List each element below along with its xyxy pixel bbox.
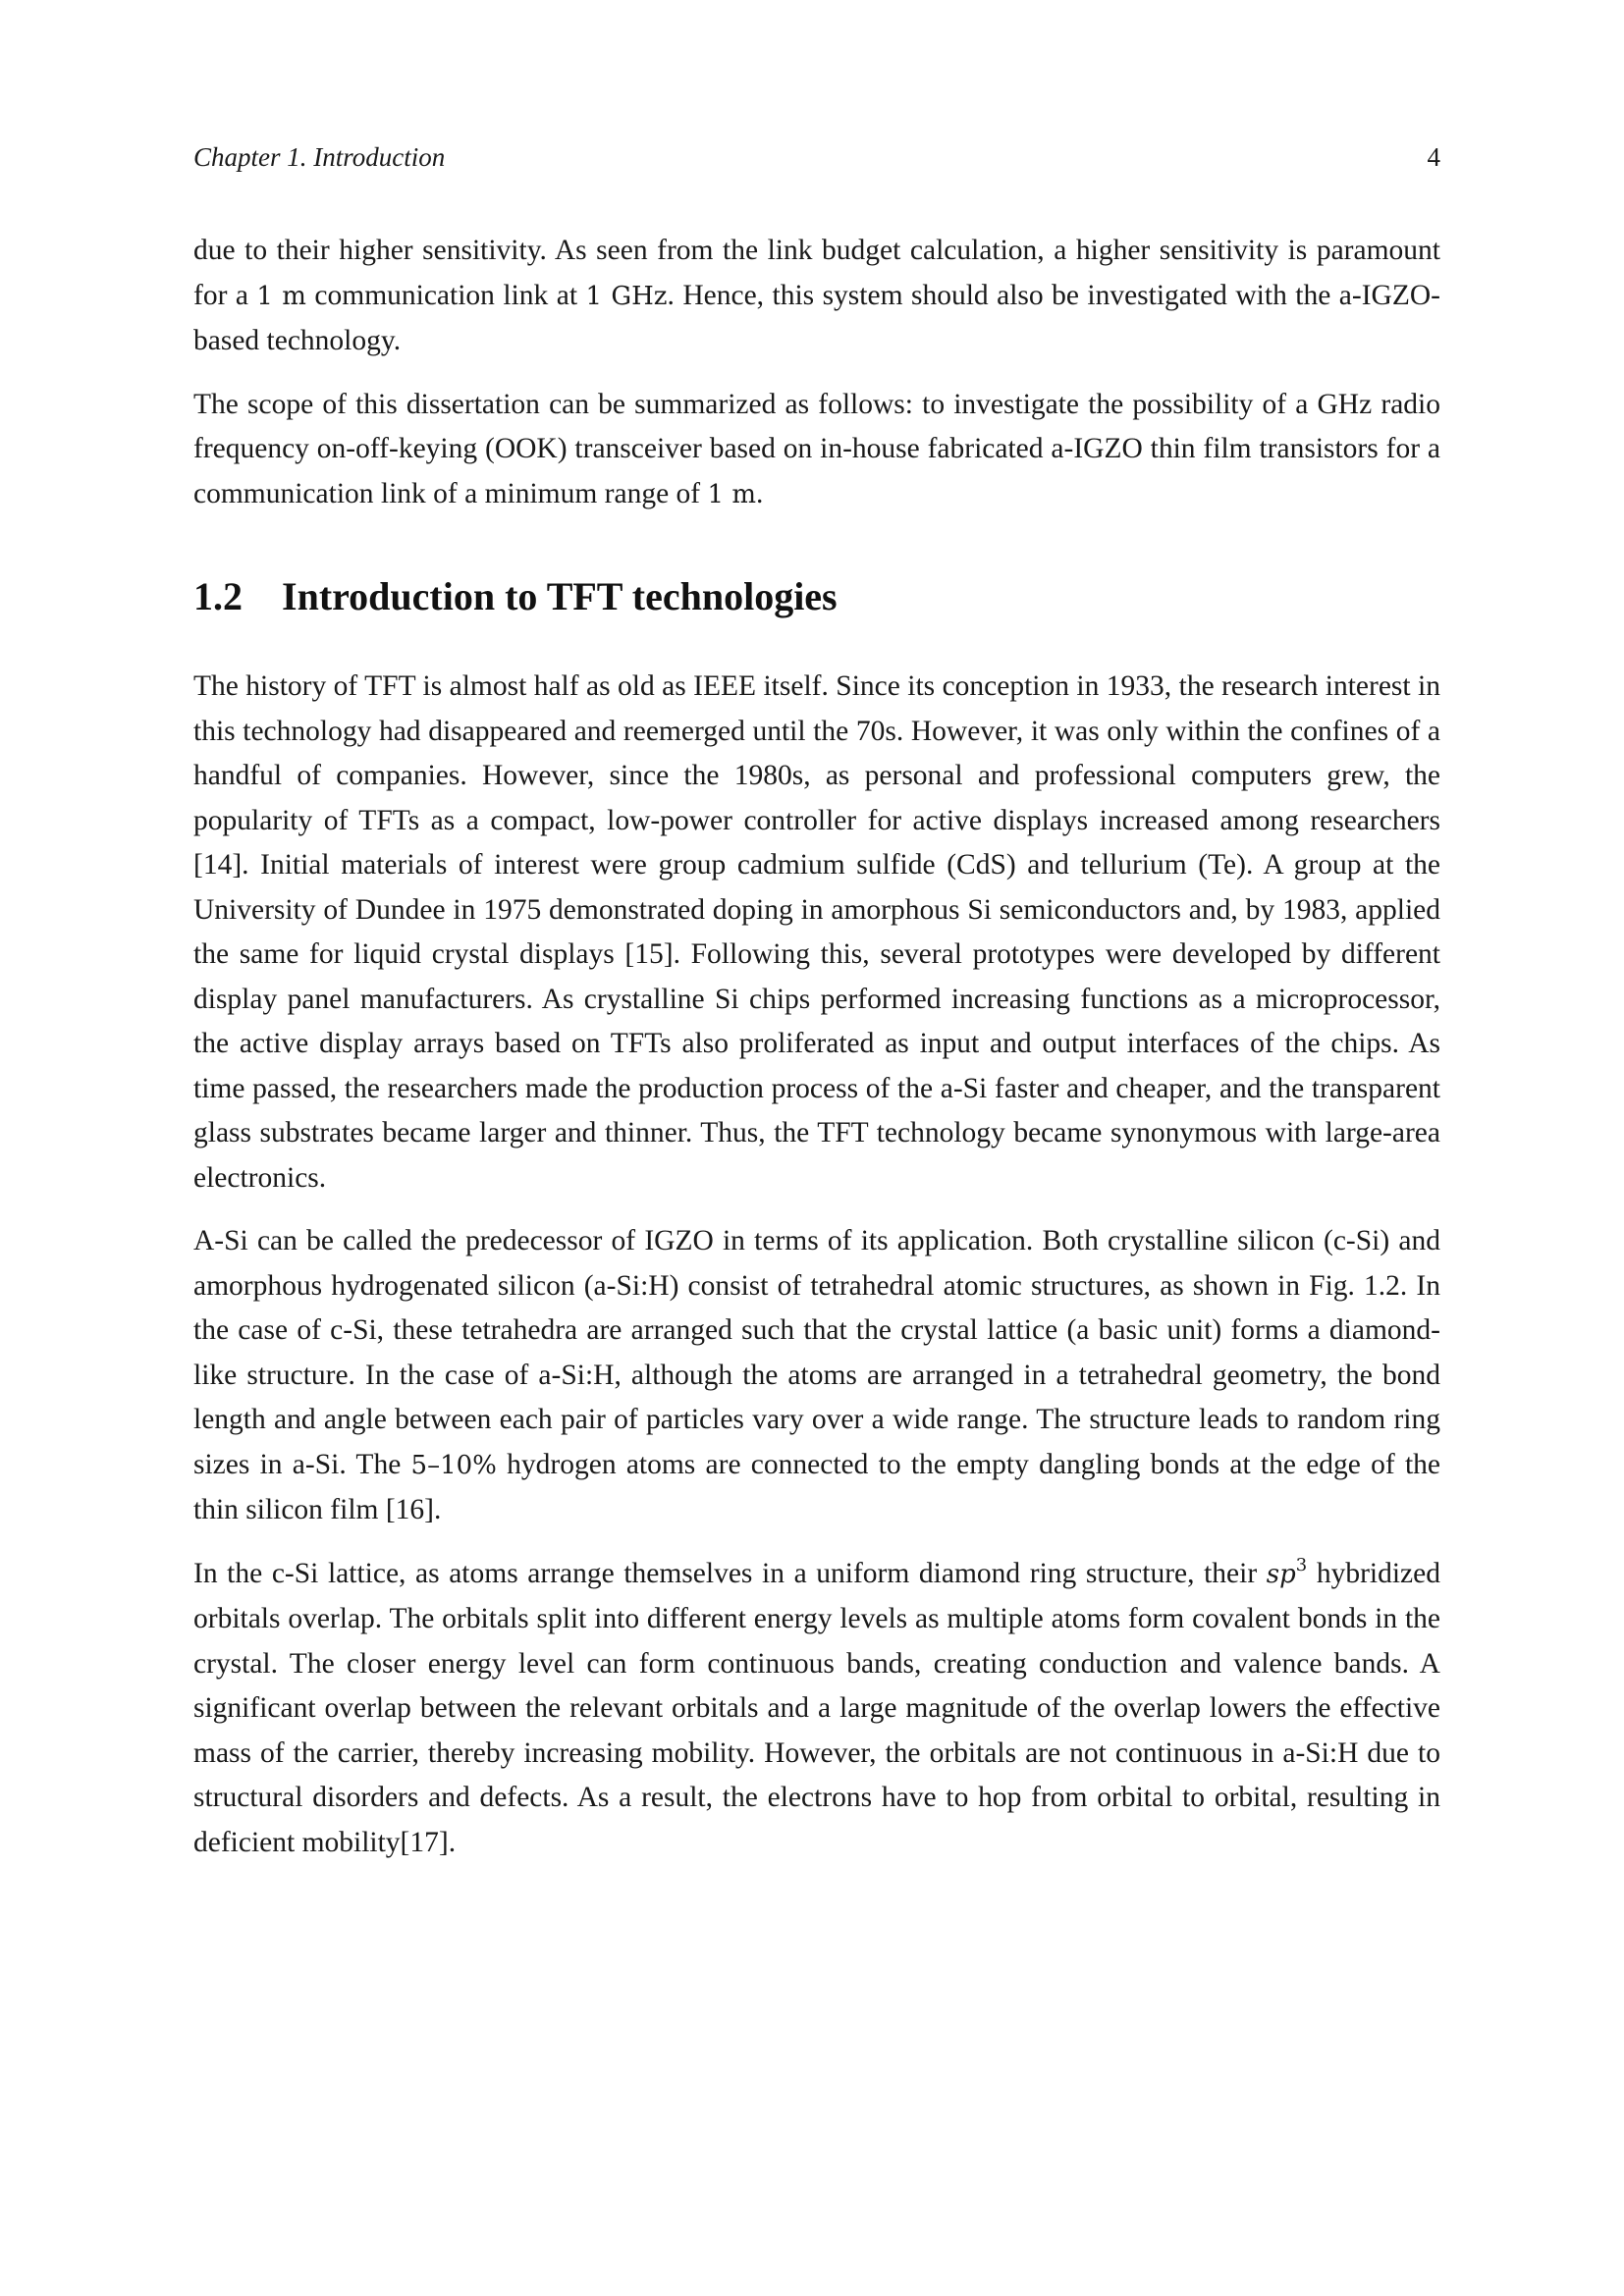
- math-orbital: sp: [1266, 1559, 1296, 1589]
- running-title: Chapter 1. Introduction: [193, 142, 446, 172]
- text-run: . Hence, this system should also be investigated with the a-IGZO-based technology.: [193, 279, 1440, 356]
- text-run: The scope of this dissertation can be summarized as follows: to investigate the possibility of a GHz radio frequency on-off-keying (OOK) transceiver based on in-house fabricated a-IGZO thin film transistors for a communication link of a minimum range of: [193, 388, 1440, 509]
- page-number: 4: [1427, 142, 1440, 172]
- text-run: due to their higher sensitivity. As seen from the link budget calculation, a higher sensitivity is paramount for a: [193, 235, 1440, 311]
- paragraph-csi-lattice: [193, 1552, 1440, 1866]
- document-body: [193, 229, 1440, 1884]
- text-run: hydrogen atoms are connected to the empty dangling bonds at the edge of the thin silicon film [16].: [193, 1448, 1441, 1525]
- paragraph-history: The history of TFT is almost half as old as IEEE itself. Since its conception in 1933, the research interest in this technology had disappeared and reemerged until the 70s. However, it was only within the confines of a handful of companies. However, since the 1980s, as personal and professional computers grew, the popularity of TFTs as a compact, low-power controller for active displays increased among researchers [14]. Initial materials of interest were group cadmium sulfide (CdS) and tellurium (Te). A group at the University of Dundee in 1975 demonstrated doping in amorphous Si semiconductors and, by 1983, applied the same for liquid crystal displays [15]. Following this, several prototypes were developed by different display panel manufacturers. As crystalline Si chips performed increasing functions as a microprocessor, the active display arrays based on TFTs also proliferated as input and output interfaces of the chips. As time passed, the researchers made the production process of the a-Si faster and cheaper, and the transparent glass substrates became larger and thinner. Thus, the TFT technology became synonymous with large-area electronics.: [193, 670, 1440, 1194]
- paragraph-sensitivity: [193, 229, 1440, 364]
- math-frequency: 1 GHz: [585, 281, 668, 311]
- text-run: .: [755, 477, 764, 509]
- section-title: Introduction to TFT technologies: [282, 574, 838, 618]
- section-number: 1.2: [193, 574, 243, 618]
- math-orbital-superscript: 3: [1295, 1554, 1308, 1575]
- section-heading: [193, 572, 1440, 621]
- math-percentage: 5–10%: [410, 1450, 497, 1480]
- running-header: [193, 142, 1440, 182]
- text-run: A-Si can be called the predecessor of IGZO in terms of its application. Both crystalline silicon (c-Si) and amorphous hydrogenated silicon (a-Si:H) consist of tetrahedral atomic structures, as shown in Fig. 1.2. In the case of c-Si, these tetrahedra are arranged such that the crystal lattice (a basic unit) forms a diamond-like structure. In the case of a-Si:H, although the atoms are arranged in a tetrahedral geometry, the bond length and angle between each pair of particles vary over a wide range. The structure leads to random ring sizes in a-Si. The: [193, 1225, 1440, 1480]
- text-run: communication link at: [305, 279, 586, 311]
- text-run: In the c-Si lattice, as atoms arrange themselves in a uniform diamond ring structure, their: [193, 1557, 1267, 1589]
- paragraph-asi: [193, 1219, 1440, 1533]
- math-distance: 1 m: [707, 479, 756, 509]
- math-distance: 1 m: [256, 281, 306, 311]
- paragraph-scope: [193, 383, 1440, 518]
- text-run: hybridized orbitals overlap. The orbitals split into different energy levels as multiple atoms form covalent bonds in the crystal. The closer energy level can form continuous bands, creating conduction and valence bands. A significant overlap between the relevant orbitals and a large magnitude of the overlap lowers the effective mass of the carrier, thereby increasing mobility. However, the orbitals are not continuous in a-Si:H due to structural disorders and defects. As a result, the electrons have to hop from orbital to orbital, resulting in deficient mobility[17].: [193, 1557, 1440, 1858]
